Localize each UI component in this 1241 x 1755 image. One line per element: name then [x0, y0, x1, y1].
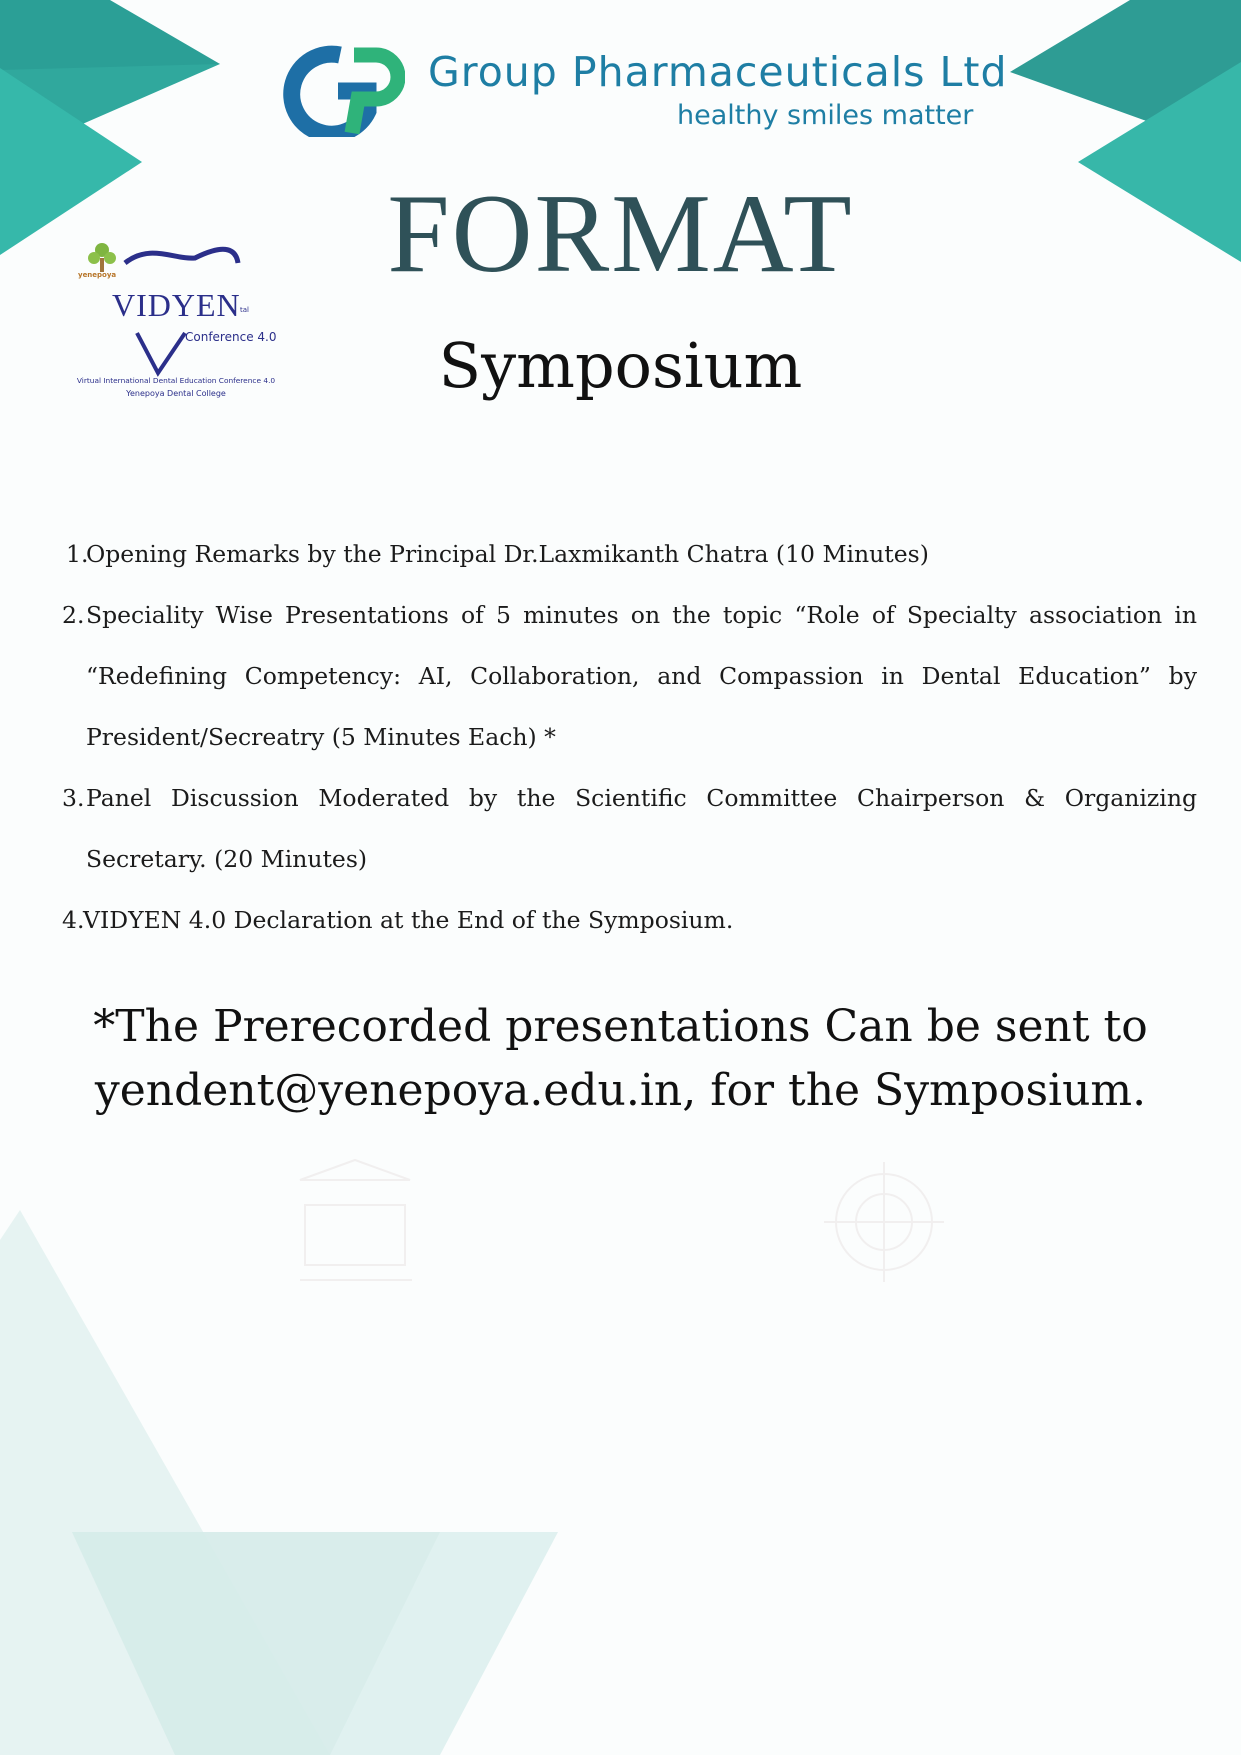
- agenda-item-number: 1.: [66, 540, 89, 568]
- agenda-item-text: Panel Discussion Moderated by the Scientific Committee Chairperson & Organizing Secretary. (20 Minutes): [86, 784, 1197, 873]
- agenda-item-text: VIDYEN 4.0 Declaration at the End of the Symposium.: [83, 906, 734, 934]
- page-title: FORMAT: [387, 172, 854, 296]
- agenda-item-number: 4.: [62, 906, 85, 934]
- conference-college: Yenepoya Dental College: [126, 389, 226, 398]
- submission-note-line1: *The Prerecorded presentations Can be sent to: [93, 1001, 1148, 1052]
- submission-note-line2: yendent@yenepoya.edu.in, for the Symposium.: [94, 1065, 1147, 1116]
- conference-full-name: Virtual International Dental Education Conference 4.0: [76, 376, 276, 385]
- conference-edition: Conference 4.0: [185, 330, 277, 344]
- agenda-item-text: Opening Remarks by the Principal Dr.Laxmikanth Chatra (10 Minutes): [86, 540, 929, 568]
- conference-brand-superscript: tal: [240, 306, 249, 314]
- page-subtitle: Symposium: [438, 329, 803, 402]
- submission-note: [60, 995, 1181, 1123]
- yenepoya-wordmark: yenepoya: [78, 271, 117, 279]
- sponsor-tagline: healthy smiles matter: [677, 100, 974, 131]
- agenda-item-number: 2.: [62, 601, 85, 629]
- sponsor-name: Group Pharmaceuticals Ltd: [428, 48, 1008, 96]
- conference-brand: VIDYEN: [112, 287, 241, 323]
- agenda-item-text: Speciality Wise Presentations of 5 minutes on the topic “Role of Specialty association in “Redefining Competency: AI, Collaboration, and Compassion in Dental Education” by President/Secreatry (5 Minutes Each) *: [86, 601, 1197, 751]
- agenda-item-number: 3.: [62, 784, 85, 812]
